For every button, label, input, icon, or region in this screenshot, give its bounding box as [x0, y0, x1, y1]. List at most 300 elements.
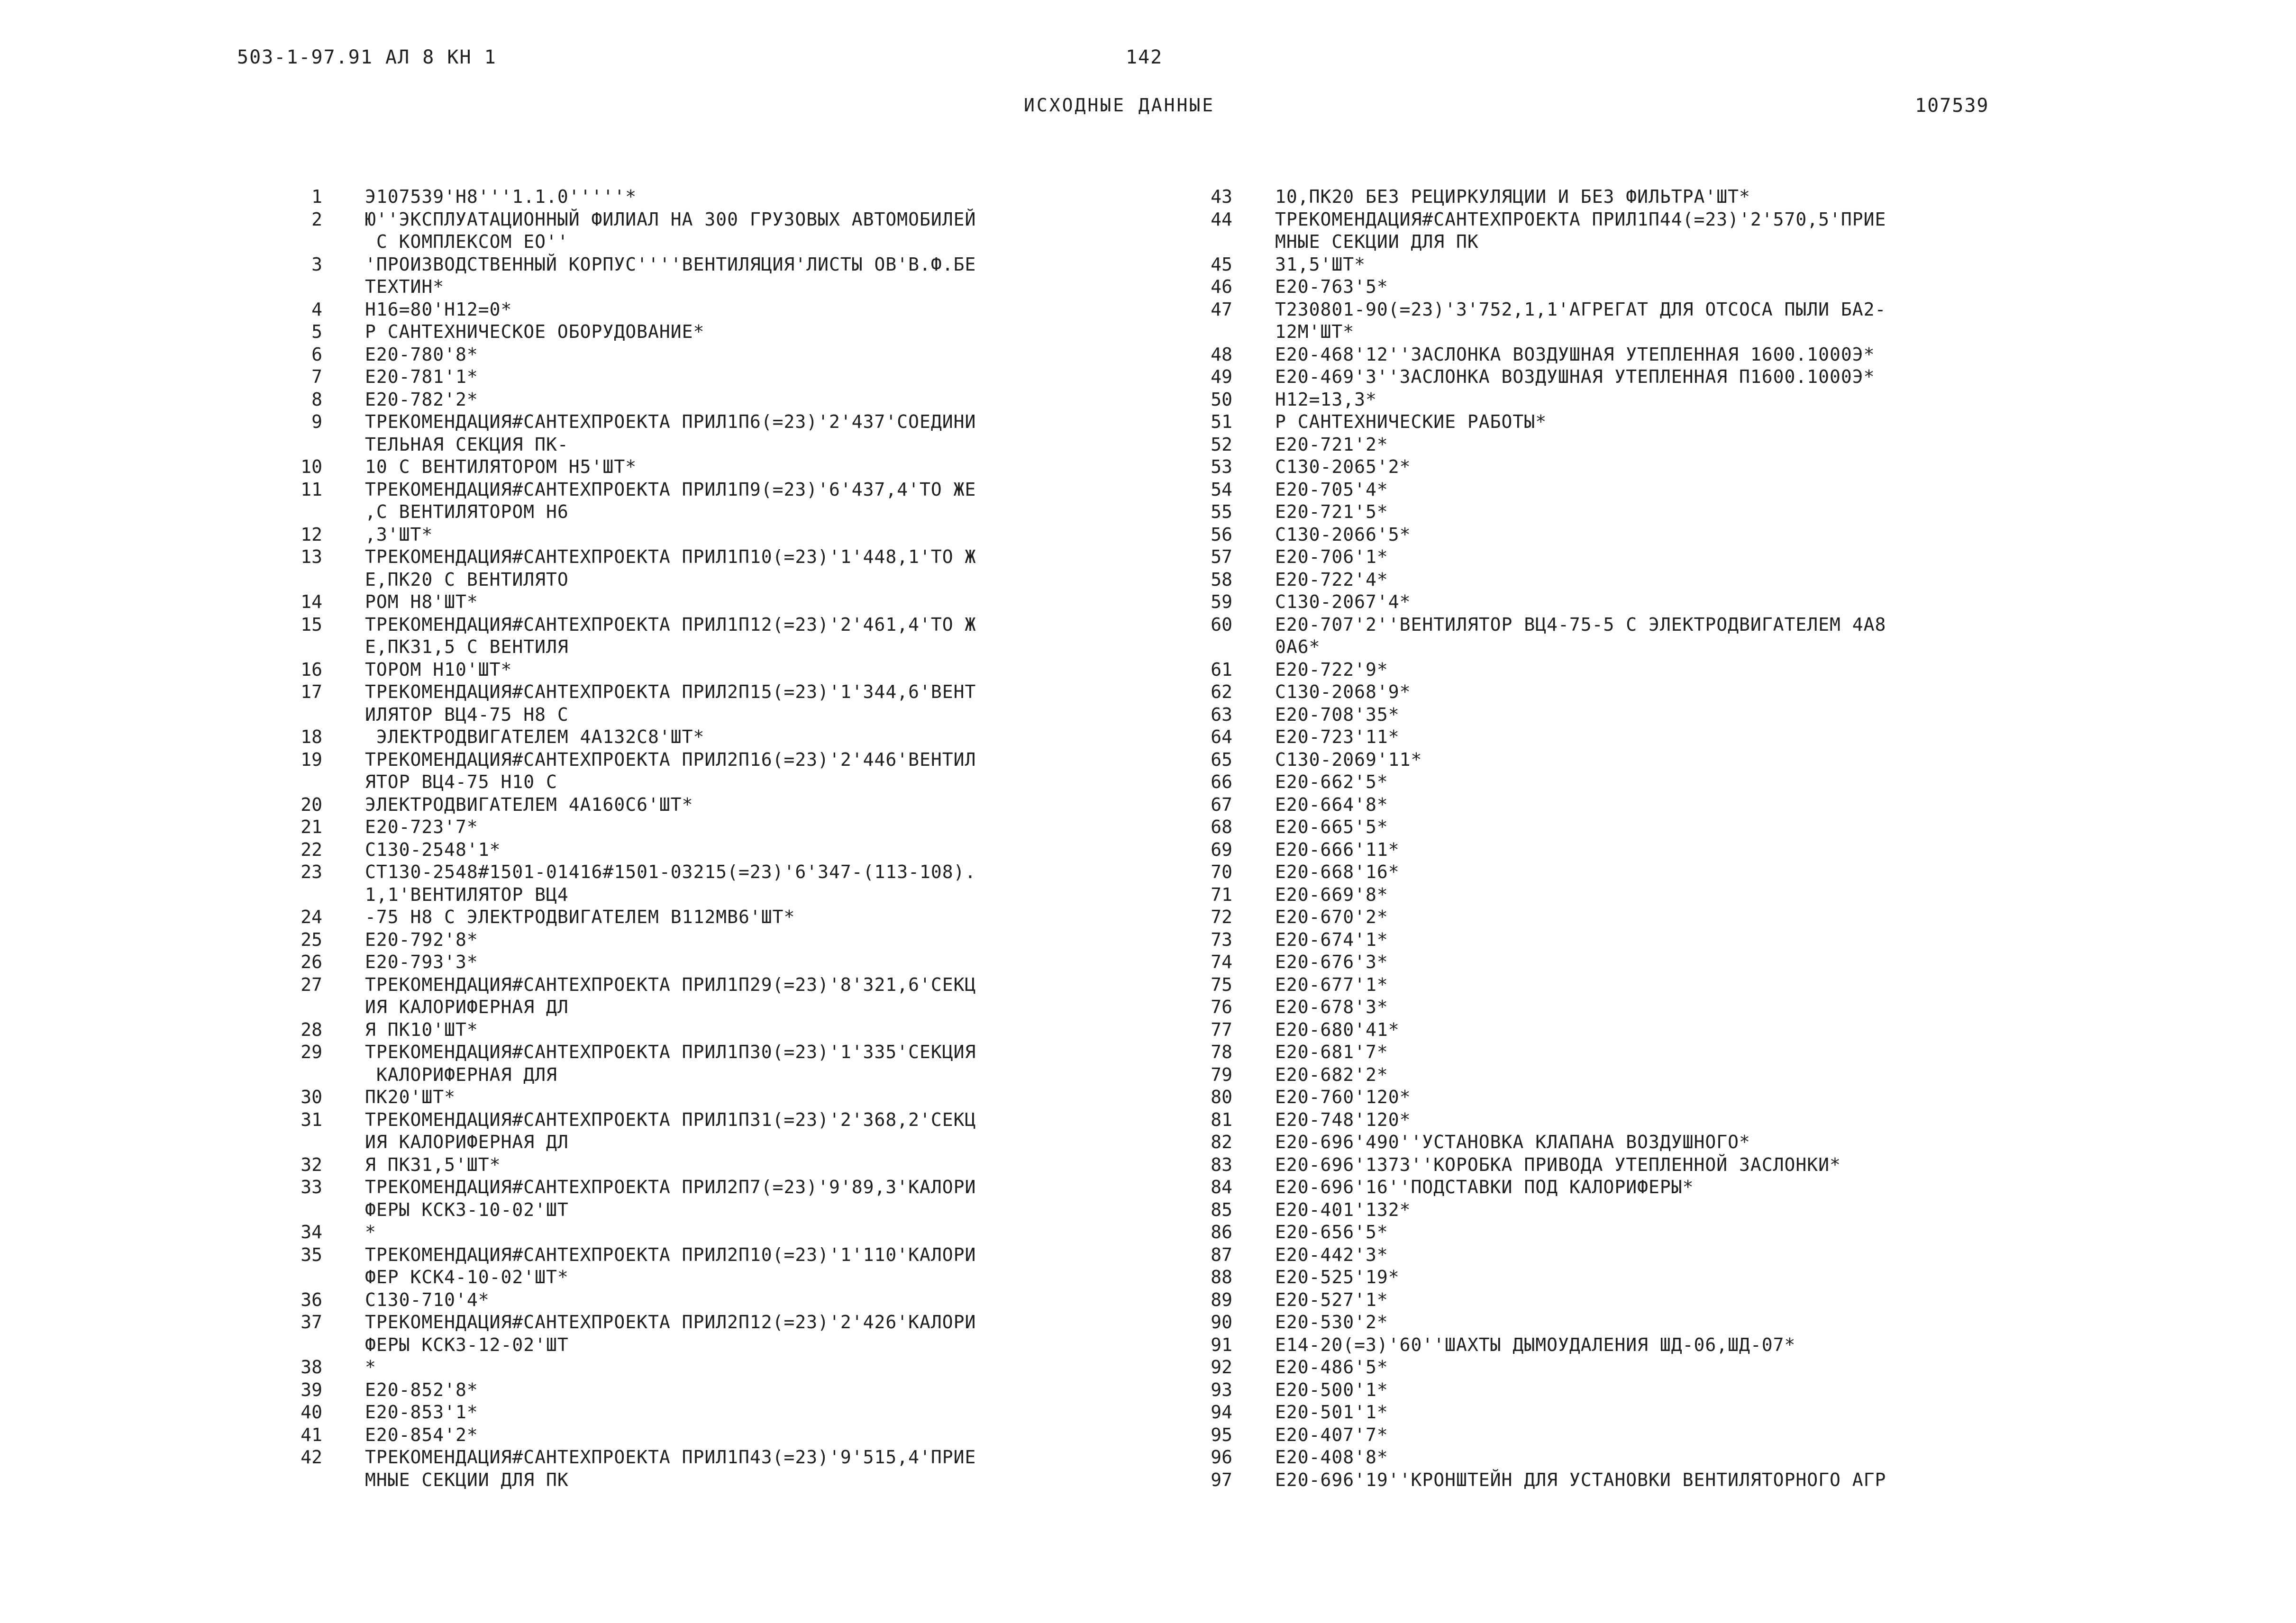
line-text: С130-2067'4* [1275, 591, 1411, 612]
line-number: 55 [1211, 501, 1232, 522]
listing-column-left [265, 186, 1157, 1491]
document-id: 107539 [1915, 95, 1989, 117]
line-text: Т230801-90(=23)'3'752,1,1'АГРЕГАТ ДЛЯ ОТСОСА ПЫЛИ БА2- [1275, 299, 1886, 320]
line-text: Е20-527'1* [1275, 1289, 1388, 1310]
line-number: 42 [301, 1447, 322, 1468]
listing-line [265, 1356, 1157, 1379]
line-text: 10,ПК20 БЕЗ РЕЦИРКУЛЯЦИИ И БЕЗ ФИЛЬТРА'ШТ* [1275, 186, 1750, 207]
line-text: -75 Н8 С ЭЛЕКТРОДВИГАТЕЛЕМ В112МВ6'ШТ* [365, 907, 795, 927]
line-text: ,3'ШТ* [365, 524, 433, 545]
line-number: 31 [301, 1109, 322, 1130]
listing-line [1175, 906, 2067, 929]
line-text: С130-2069'11* [1275, 749, 1422, 770]
listing-line [265, 569, 1157, 591]
listing-line [1175, 1086, 2067, 1109]
listing-line [265, 839, 1157, 861]
line-number: 86 [1211, 1222, 1232, 1242]
line-number: 22 [301, 839, 322, 860]
listing-line [1175, 1019, 2067, 1042]
line-number: 15 [301, 614, 322, 635]
line-number: 80 [1211, 1087, 1232, 1107]
line-text: КАЛОРИФЕРНАЯ ДЛЯ [365, 1064, 557, 1085]
line-number: 51 [1211, 411, 1232, 432]
listing-line [265, 884, 1157, 907]
line-text: ТРЕКОМЕНДАЦИЯ#САНТЕХПРОЕКТА ПРИЛ1П44(=23)'2'570,5'ПРИЕ [1275, 209, 1886, 230]
listing-line [1175, 299, 2067, 321]
line-number: 64 [1211, 726, 1232, 747]
line-text: С КОМПЛЕКСОМ ЕО'' [365, 231, 569, 252]
line-text: Е20-722'9* [1275, 659, 1388, 680]
line-text: Е20-721'5* [1275, 501, 1388, 522]
listing-line [265, 1154, 1157, 1177]
line-text: ТЕЛЬНАЯ СЕКЦИЯ ПК- [365, 434, 569, 455]
line-number: 82 [1211, 1132, 1232, 1152]
listing-line [1175, 389, 2067, 411]
line-text: 31,5'ШТ* [1275, 254, 1366, 275]
listing-line [265, 344, 1157, 366]
line-text: Е20-500'1* [1275, 1379, 1388, 1400]
line-text: Е20-707'2''ВЕНТИЛЯТОР ВЦ4-75-5 С ЭЛЕКТРОДВИГАТЕЛЕМ 4А8 [1275, 614, 1886, 635]
listing-line [1175, 344, 2067, 366]
line-text: Е20-696'16''ПОДСТАВКИ ПОД КАЛОРИФЕРЫ* [1275, 1177, 1694, 1197]
listing-line [265, 816, 1157, 839]
listing-line [1175, 366, 2067, 389]
line-text: С130-2068'9* [1275, 681, 1411, 702]
listing-line [265, 704, 1157, 726]
line-text: * [365, 1357, 376, 1378]
line-number: 63 [1211, 704, 1232, 725]
line-text: Е20-670'2* [1275, 907, 1388, 927]
listing-line [265, 1266, 1157, 1289]
line-text: Н12=13,3* [1275, 389, 1377, 410]
line-number: 72 [1211, 907, 1232, 927]
line-number: 6 [311, 344, 322, 365]
line-text: 10 С ВЕНТИЛЯТОРОМ Н5'ШТ* [365, 456, 637, 477]
line-text: ТРЕКОМЕНДАЦИЯ#САНТЕХПРОЕКТА ПРИЛ2П10(=23)'1'110'КАЛОРИ [365, 1244, 976, 1265]
line-text: Е20-705'4* [1275, 479, 1388, 500]
line-text: Е20-696'1373''КОРОБКА ПРИВОДА УТЕПЛЕННОЙ ЗАСЛОНКИ* [1275, 1154, 1841, 1175]
line-number: 28 [301, 1019, 322, 1040]
line-number: 92 [1211, 1357, 1232, 1378]
line-number: 62 [1211, 681, 1232, 702]
line-number: 61 [1211, 659, 1232, 680]
line-text: Е20-763'5* [1275, 276, 1388, 297]
listing-line [1175, 816, 2067, 839]
line-number: 10 [301, 456, 322, 477]
listing-line [265, 524, 1157, 546]
line-text: Е14-20(=3)'60''ШАХТЫ ДЫМОУДАЛЕНИЯ ШД-06,ШД-07* [1275, 1334, 1796, 1355]
listing-column-right [1175, 186, 2067, 1491]
listing-line [1175, 1041, 2067, 1064]
document-code: 503-1-97.91 АЛ 8 КН 1 [237, 46, 497, 68]
line-number: 54 [1211, 479, 1232, 500]
listing-line [265, 1244, 1157, 1267]
listing-line [265, 1289, 1157, 1312]
listing-line [265, 1334, 1157, 1357]
line-text: С130-2065'2* [1275, 456, 1411, 477]
listing-line [1175, 1244, 2067, 1267]
line-number: 9 [311, 411, 322, 432]
line-text: ,С ВЕНТИЛЯТОРОМ Н6 [365, 501, 569, 522]
line-text: Я ПК31,5'ШТ* [365, 1154, 501, 1175]
listing-line [265, 1176, 1157, 1199]
line-number: 88 [1211, 1267, 1232, 1288]
line-text: Е20-781'1* [365, 366, 478, 387]
listing-line [1175, 1446, 2067, 1469]
line-number: 78 [1211, 1042, 1232, 1062]
listing-line [265, 771, 1157, 794]
line-number: 21 [301, 816, 322, 837]
line-number: 12 [301, 524, 322, 545]
line-number: 68 [1211, 816, 1232, 837]
line-text: ПК20'ШТ* [365, 1087, 456, 1107]
listing-line [265, 1311, 1157, 1334]
line-number: 39 [301, 1379, 322, 1400]
line-text: Я ПК10'ШТ* [365, 1019, 478, 1040]
line-text: С130-2548'1* [365, 839, 501, 860]
listing-line [1175, 1356, 2067, 1379]
listing-line [1175, 974, 2067, 997]
listing-line [265, 1379, 1157, 1402]
line-number: 17 [301, 681, 322, 702]
line-number: 84 [1211, 1177, 1232, 1197]
listing-line [1175, 1379, 2067, 1402]
listing-line [265, 186, 1157, 209]
listing-line [1175, 1289, 2067, 1312]
listing-line [265, 1131, 1157, 1154]
page-number: 142 [1126, 46, 1163, 68]
line-number: 50 [1211, 389, 1232, 410]
line-text: Е,ПК20 С ВЕНТИЛЯТО [365, 569, 569, 590]
listing-line [265, 434, 1157, 456]
listing-line [1175, 636, 2067, 659]
listing-line [1175, 1469, 2067, 1492]
line-number: 33 [301, 1177, 322, 1197]
listing-line [1175, 884, 2067, 907]
line-text: ФЕР КСК4-10-02'ШТ* [365, 1267, 569, 1288]
listing-line [265, 231, 1157, 254]
line-number: 44 [1211, 209, 1232, 230]
line-text: Е20-852'8* [365, 1379, 478, 1400]
line-text: Н16=80'Н12=0* [365, 299, 512, 320]
line-text: Е20-793'3* [365, 952, 478, 972]
line-number: 77 [1211, 1019, 1232, 1040]
line-text: ТРЕКОМЕНДАЦИЯ#САНТЕХПРОЕКТА ПРИЛ1П43(=23)'9'515,4'ПРИЕ [365, 1447, 976, 1468]
line-text: Е20-722'4* [1275, 569, 1388, 590]
line-text: 'ПРОИЗВОДСТВЕННЫЙ КОРПУС''''ВЕНТИЛЯЦИЯ'ЛИСТЫ ОВ'В.Ф.БЕ [365, 254, 976, 275]
line-number: 13 [301, 546, 322, 567]
line-text: Е20-468'12''ЗАСЛОНКА ВОЗДУШНАЯ УТЕПЛЕННАЯ 1600.1000Э* [1275, 344, 1875, 365]
listing-line [265, 1424, 1157, 1447]
line-text: ТРЕКОМЕНДАЦИЯ#САНТЕХПРОЕКТА ПРИЛ1П10(=23)'1'448,1'ТО Ж [365, 546, 976, 567]
listing-line [265, 929, 1157, 952]
listing-line [1175, 1199, 2067, 1222]
line-number: 73 [1211, 929, 1232, 950]
listing-line [265, 1064, 1157, 1087]
line-number: 79 [1211, 1064, 1232, 1085]
listing-line [1175, 1266, 2067, 1289]
line-text: С130-2066'5* [1275, 524, 1411, 545]
line-text: Е20-696'490''УСТАНОВКА КЛАПАНА ВОЗДУШНОГО* [1275, 1132, 1750, 1152]
listing-line [265, 479, 1157, 501]
line-text: ТРЕКОМЕНДАЦИЯ#САНТЕХПРОЕКТА ПРИЛ1П12(=23)'2'461,4'ТО Ж [365, 614, 976, 635]
line-text: ИЛЯТОР ВЦ4-75 Н8 С [365, 704, 569, 725]
listing-line [1175, 456, 2067, 479]
line-text: Е20-665'5* [1275, 816, 1388, 837]
line-text: ТРЕКОМЕНДАЦИЯ#САНТЕХПРОЕКТА ПРИЛ1П9(=23)'6'437,4'ТО ЖЕ [365, 479, 976, 500]
listing-line [1175, 1176, 2067, 1199]
line-text: МНЫЕ СЕКЦИИ ДЛЯ ПК [1275, 231, 1479, 252]
listing-line [265, 321, 1157, 344]
line-number: 75 [1211, 974, 1232, 995]
line-text: РОМ Н8'ШТ* [365, 591, 478, 612]
listing-line [265, 1019, 1157, 1042]
line-number: 25 [301, 929, 322, 950]
line-text: Е20-525'19* [1275, 1267, 1400, 1288]
listing-line [265, 1199, 1157, 1222]
listing-line [265, 456, 1157, 479]
listing-line [1175, 501, 2067, 524]
listing-line [265, 546, 1157, 569]
line-text: Е20-501'1* [1275, 1402, 1388, 1423]
line-text: Е20-723'11* [1275, 726, 1400, 747]
line-text: Е20-780'8* [365, 344, 478, 365]
line-number: 67 [1211, 794, 1232, 815]
line-number: 1 [311, 186, 322, 207]
listing-line [265, 1446, 1157, 1469]
line-number: 11 [301, 479, 322, 500]
line-number: 38 [301, 1357, 322, 1378]
listing-line [265, 276, 1157, 299]
line-text: Е20-664'8* [1275, 794, 1388, 815]
line-number: 58 [1211, 569, 1232, 590]
line-text: Е20-666'11* [1275, 839, 1400, 860]
line-number: 65 [1211, 749, 1232, 770]
line-text: Е20-680'41* [1275, 1019, 1400, 1040]
line-number: 43 [1211, 186, 1232, 207]
line-text: Е20-401'132* [1275, 1199, 1411, 1220]
listing-line [1175, 479, 2067, 501]
line-number: 5 [311, 321, 322, 342]
line-number: 26 [301, 952, 322, 972]
listing-line [1175, 434, 2067, 456]
listing-line [265, 996, 1157, 1019]
listing-line [265, 906, 1157, 929]
line-text: 12М'ШТ* [1275, 321, 1355, 342]
line-number: 85 [1211, 1199, 1232, 1220]
listing-line [1175, 591, 2067, 614]
line-text: Е20-662'5* [1275, 771, 1388, 792]
line-number: 74 [1211, 952, 1232, 972]
line-number: 87 [1211, 1244, 1232, 1265]
listing-line [1175, 569, 2067, 591]
line-text: Е20-407'7* [1275, 1424, 1388, 1445]
line-text: ФЕРЫ КСК3-10-02'ШТ [365, 1199, 569, 1220]
line-number: 53 [1211, 456, 1232, 477]
listing-line [1175, 1401, 2067, 1424]
listing-line [1175, 546, 2067, 569]
line-text: Е20-681'7* [1275, 1042, 1388, 1062]
line-number: 59 [1211, 591, 1232, 612]
line-text: Е20-853'1* [365, 1402, 478, 1423]
line-text: Е20-408'8* [1275, 1447, 1388, 1468]
listing-line [1175, 659, 2067, 681]
listing-line [1175, 1131, 2067, 1154]
line-text: Е20-792'8* [365, 929, 478, 950]
line-number: 94 [1211, 1402, 1232, 1423]
line-number: 56 [1211, 524, 1232, 545]
line-number: 37 [301, 1312, 322, 1333]
line-number: 19 [301, 749, 322, 770]
listing-line [1175, 861, 2067, 884]
line-number: 34 [301, 1222, 322, 1242]
line-number: 47 [1211, 299, 1232, 320]
line-text: ТРЕКОМЕНДАЦИЯ#САНТЕХПРОЕКТА ПРИЛ2П7(=23)'9'89,3'КАЛОРИ [365, 1177, 976, 1197]
line-number: 66 [1211, 771, 1232, 792]
line-text: 0А6* [1275, 636, 1321, 657]
listing-line [1175, 1424, 2067, 1447]
line-text: Е20-721'2* [1275, 434, 1388, 455]
line-number: 24 [301, 907, 322, 927]
line-text: Е20-486'5* [1275, 1357, 1388, 1378]
line-number: 81 [1211, 1109, 1232, 1130]
line-number: 83 [1211, 1154, 1232, 1175]
listing-line [1175, 1311, 2067, 1334]
line-number: 71 [1211, 884, 1232, 905]
line-text: Е20-696'19''КРОНШТЕЙН ДЛЯ УСТАНОВКИ ВЕНТИЛЯТОРНОГО АГР [1275, 1469, 1886, 1490]
line-number: 69 [1211, 839, 1232, 860]
line-text: Р САНТЕХНИЧЕСКИЕ РАБОТЫ* [1275, 411, 1547, 432]
line-text: Е20-674'1* [1275, 929, 1388, 950]
line-text: ИЯ КАЛОРИФЕРНАЯ ДЛ [365, 997, 569, 1017]
line-text: Е20-682'2* [1275, 1064, 1388, 1085]
line-number: 18 [301, 726, 322, 747]
listing-line [1175, 726, 2067, 749]
line-text: Е20-656'5* [1275, 1222, 1388, 1242]
line-number: 7 [311, 366, 322, 387]
line-text: Е20-442'3* [1275, 1244, 1388, 1265]
listing-line [265, 614, 1157, 636]
listing-line [1175, 321, 2067, 344]
listing-line [1175, 1154, 2067, 1177]
line-text: Е20-782'2* [365, 389, 478, 410]
listing-line [1175, 951, 2067, 974]
line-text: Е20-854'2* [365, 1424, 478, 1445]
line-number: 49 [1211, 366, 1232, 387]
listing-line [265, 1221, 1157, 1244]
line-number: 23 [301, 861, 322, 882]
line-text: Е20-723'7* [365, 816, 478, 837]
listing-line [1175, 411, 2067, 434]
line-number: 4 [311, 299, 322, 320]
listing-line [1175, 1221, 2067, 1244]
listing-line [265, 411, 1157, 434]
listing-line [1175, 1334, 2067, 1357]
listing-line [265, 591, 1157, 614]
line-number: 95 [1211, 1424, 1232, 1445]
line-text: ТРЕКОМЕНДАЦИЯ#САНТЕХПРОЕКТА ПРИЛ2П16(=23)'2'446'ВЕНТИЛ [365, 749, 976, 770]
page-title: ИСХОДНЫЕ ДАННЫЕ [1024, 95, 1215, 116]
line-number: 91 [1211, 1334, 1232, 1355]
listing-line [265, 1086, 1157, 1109]
line-text: * [365, 1222, 376, 1242]
listing-line [1175, 771, 2067, 794]
line-number: 8 [311, 389, 322, 410]
line-number: 35 [301, 1244, 322, 1265]
line-text: 1,1'ВЕНТИЛЯТОР ВЦ4 [365, 884, 569, 905]
line-number: 27 [301, 974, 322, 995]
line-text: ЭЛЕКТРОДВИГАТЕЛЕМ 4А160С6'ШТ* [365, 794, 693, 815]
listing-line [1175, 231, 2067, 254]
line-number: 32 [301, 1154, 322, 1175]
line-number: 29 [301, 1042, 322, 1062]
line-text: Е20-748'120* [1275, 1109, 1411, 1130]
line-number: 30 [301, 1087, 322, 1107]
line-text: МНЫЕ СЕКЦИИ ДЛЯ ПК [365, 1469, 569, 1490]
line-number: 2 [311, 209, 322, 230]
line-text: Ю''ЭКСПЛУАТАЦИОННЫЙ ФИЛИАЛ НА 300 ГРУЗОВЫХ АВТОМОБИЛЕЙ [365, 209, 976, 230]
line-number: 46 [1211, 276, 1232, 297]
line-text: ТЕХТИН* [365, 276, 445, 297]
line-number: 20 [301, 794, 322, 815]
line-text: ТРЕКОМЕНДАЦИЯ#САНТЕХПРОЕКТА ПРИЛ1П6(=23)'2'437'СОЕДИНИ [365, 411, 976, 432]
line-number: 36 [301, 1289, 322, 1310]
listing-line [1175, 524, 2067, 546]
listing-line [265, 1109, 1157, 1132]
line-text: ТРЕКОМЕНДАЦИЯ#САНТЕХПРОЕКТА ПРИЛ1П30(=23)'1'335'СЕКЦИЯ [365, 1042, 976, 1062]
listing-line [1175, 839, 2067, 861]
listing-line [265, 299, 1157, 321]
line-text: Е20-678'3* [1275, 997, 1388, 1017]
line-number: 14 [301, 591, 322, 612]
listing-line [265, 861, 1157, 884]
line-text: Е20-708'35* [1275, 704, 1400, 725]
line-text: Е20-760'120* [1275, 1087, 1411, 1107]
listing-line [265, 951, 1157, 974]
listing-line [265, 1041, 1157, 1064]
line-text: ФЕРЫ КСК3-12-02'ШТ [365, 1334, 569, 1355]
line-number: 45 [1211, 254, 1232, 275]
listing-line [1175, 614, 2067, 636]
line-text: Е20-706'1* [1275, 546, 1388, 567]
line-number: 96 [1211, 1447, 1232, 1468]
line-text: Е20-530'2* [1275, 1312, 1388, 1333]
listing-line [265, 974, 1157, 997]
line-number: 3 [311, 254, 322, 275]
listing-line [1175, 929, 2067, 952]
line-number: 16 [301, 659, 322, 680]
listing-line [265, 501, 1157, 524]
line-number: 89 [1211, 1289, 1232, 1310]
line-number: 48 [1211, 344, 1232, 365]
line-number: 60 [1211, 614, 1232, 635]
line-number: 41 [301, 1424, 322, 1445]
listing-line [265, 366, 1157, 389]
listing-line [265, 389, 1157, 411]
listing-line [1175, 996, 2067, 1019]
line-text: ТРЕКОМЕНДАЦИЯ#САНТЕХПРОЕКТА ПРИЛ1П31(=23)'2'368,2'СЕКЦ [365, 1109, 976, 1130]
listing-line [1175, 186, 2067, 209]
listing-line [1175, 254, 2067, 276]
listing-line [1175, 681, 2067, 704]
line-number: 70 [1211, 861, 1232, 882]
listing-line [1175, 794, 2067, 816]
line-text: Е,ПК31,5 С ВЕНТИЛЯ [365, 636, 569, 657]
line-text: ИЯ КАЛОРИФЕРНАЯ ДЛ [365, 1132, 569, 1152]
listing-line [1175, 749, 2067, 771]
line-text: ТРЕКОМЕНДАЦИЯ#САНТЕХПРОЕКТА ПРИЛ2П12(=23)'2'426'КАЛОРИ [365, 1312, 976, 1333]
listing-line [1175, 276, 2067, 299]
